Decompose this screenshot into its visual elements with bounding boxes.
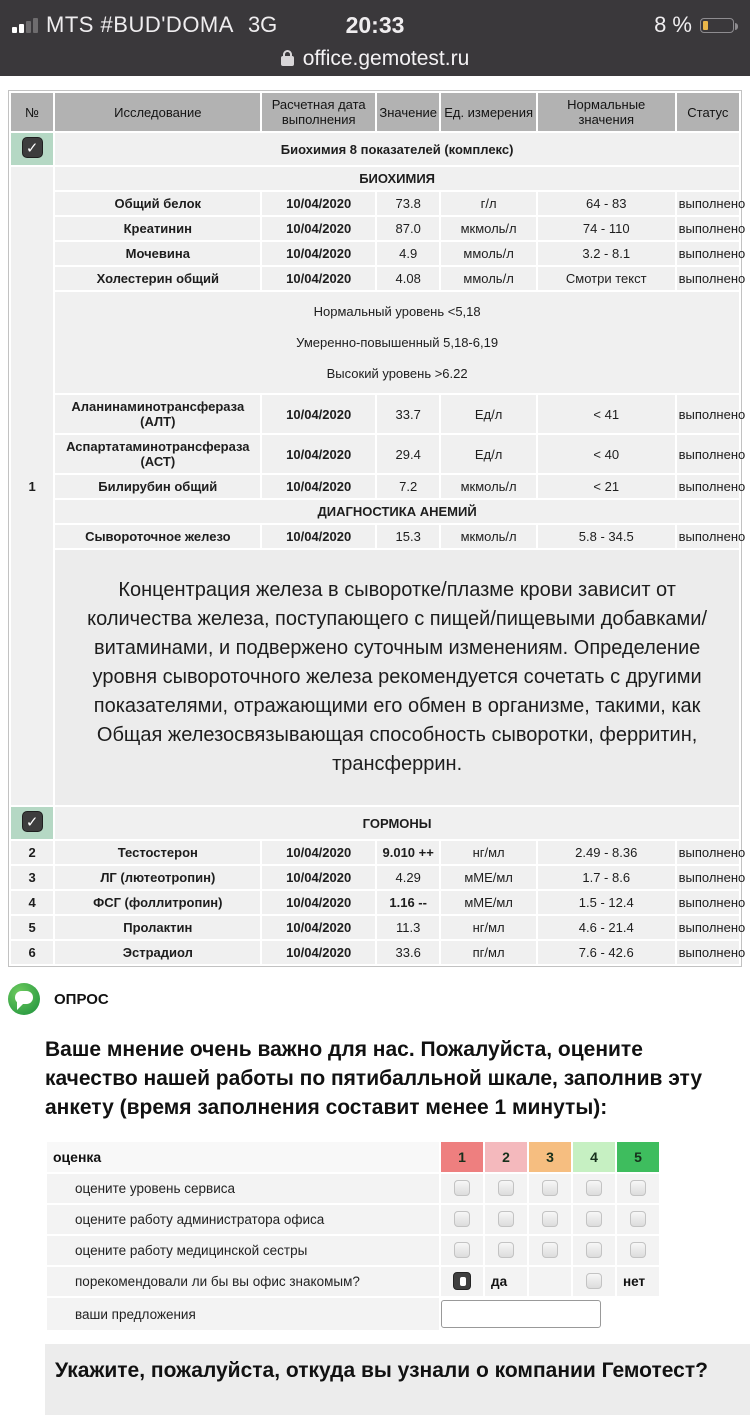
result-date: 10/04/2020 [262,217,375,240]
result-normal: 64 - 83 [538,192,675,215]
result-normal: 1.5 - 12.4 [538,891,675,914]
battery-icon [700,18,734,33]
result-date: 10/04/2020 [262,475,375,498]
result-unit: мМЕ/мл [441,866,536,889]
result-value: 4.08 [377,267,439,290]
rating-checkbox[interactable] [542,1180,558,1196]
result-unit: Ед/л [441,435,536,473]
rating-table [45,1140,661,1332]
recommend-yes-cell [441,1267,483,1296]
column-header: Исследование [55,93,260,131]
result-status: выполнено [677,217,739,240]
status-bar-top [0,0,750,44]
result-date: 10/04/2020 [262,841,375,864]
result-row [11,395,739,433]
section-row [11,500,739,523]
column-header: Нормальные значения [538,93,675,131]
result-normal: 3.2 - 8.1 [538,242,675,265]
result-normal: 4.6 - 21.4 [538,916,675,939]
section-title: ДИАГНОСТИКА АНЕМИЙ [55,500,739,523]
result-unit: ммоль/л [441,242,536,265]
section-row [11,167,739,190]
survey-intro: Ваше мнение очень важно для нас. Пожалуйста, оцените качество нашей работы по пятибалльной шкале, заполнив эту анкету (время заполнения составит менее 1 минуты): [45,1038,703,1119]
results-table-body [11,133,746,964]
rating-checkbox[interactable] [542,1211,558,1227]
result-normal: < 41 [538,395,675,433]
result-unit: ммоль/л [441,267,536,290]
result-name: Сывороточное железо [55,525,260,548]
note-text: Нормальный уровень <5,18 Умеренно-повышенный 5,18-6,19 Высокий уровень >6.22 [55,292,739,393]
lock-icon [281,56,294,66]
result-name: Мочевина [55,242,260,265]
result-status: выполнено [677,242,739,265]
result-row [11,192,739,215]
note-row [11,550,739,805]
rating-checkbox[interactable] [498,1211,514,1227]
result-status: выполнено [677,841,739,864]
result-status: выполнено [677,435,739,473]
group-title: ГОРМОНЫ [55,807,739,839]
result-value: 4.29 [377,866,439,889]
group-checked-checkbox[interactable] [22,811,43,832]
column-header: Значение [377,93,439,131]
result-name: ФСГ (фоллитропин) [55,891,260,914]
question-label: оцените работу медицинской сестры [47,1236,439,1265]
result-unit: нг/мл [441,841,536,864]
result-status: выполнено [677,267,739,290]
result-normal: 1.7 - 8.6 [538,866,675,889]
rating-checkbox[interactable] [630,1180,646,1196]
note-text: Концентрация железа в сыворотке/плазме крови зависит от количества железа, поступающего с пищей/пищевыми добавками/витаминами, и подвержено суточным изменениям. Определение уровня сывороточного железа рекомендуется сочетать с другими показателями, отражающими его обмен в организме, такими, как Общая железосвязывающая способность сыворотки, ферритин, трансферрин. [55,550,739,805]
result-date: 10/04/2020 [262,192,375,215]
rating-question-row [47,1174,659,1203]
rating-cell [573,1205,615,1234]
result-date: 10/04/2020 [262,395,375,433]
result-row [11,267,739,290]
question-label: оцените работу администратора офиса [47,1205,439,1234]
result-name: Эстрадиол [55,941,260,964]
result-name: Тестостерон [55,841,260,864]
section-title: БИОХИМИЯ [55,167,739,190]
row-number: 2 [11,841,53,864]
result-value: 15.3 [377,525,439,548]
result-row [11,217,739,240]
battery-percent: 8 % [654,12,692,37]
result-date: 10/04/2020 [262,525,375,548]
result-date: 10/04/2020 [262,435,375,473]
result-normal: 74 - 110 [538,217,675,240]
result-value: 4.9 [377,242,439,265]
result-status: выполнено [677,916,739,939]
suggestions-label: ваши предложения [47,1298,439,1330]
column-header: № [11,93,53,131]
result-name: Билирубин общий [55,475,260,498]
scale-value-2: 2 [485,1142,527,1172]
row-number: 4 [11,891,53,914]
rating-cell [485,1236,527,1265]
result-status: выполнено [677,891,739,914]
result-name: Креатинин [55,217,260,240]
question-label: оцените уровень сервиса [47,1174,439,1203]
result-unit: мМЕ/мл [441,891,536,914]
result-value: 29.4 [377,435,439,473]
result-unit: пг/мл [441,941,536,964]
recommend-no-cell [573,1267,615,1296]
result-date: 10/04/2020 [262,866,375,889]
suggestions-row [47,1298,659,1330]
rating-cell [485,1205,527,1234]
rating-cell [529,1205,571,1234]
result-status: выполнено [677,941,739,964]
result-unit: Ед/л [441,395,536,433]
suggestions-input[interactable] [441,1300,601,1328]
recommend-yes-checkbox[interactable] [453,1272,471,1290]
result-name: Общий белок [55,192,260,215]
recommend-no-checkbox[interactable] [586,1273,602,1289]
result-row [11,941,739,964]
column-header: Ед. измерения [441,93,536,131]
result-status: выполнено [677,866,739,889]
clock: 20:33 [345,12,405,38]
group-checkbox-cell [11,807,53,839]
result-status: выполнено [677,395,739,433]
rating-cell [617,1236,659,1265]
result-name: ЛГ (лютеотропин) [55,866,260,889]
group-checkbox-cell [11,133,53,165]
rating-scale-row [47,1142,659,1172]
suggestions-cell [441,1298,659,1330]
result-normal: 5.8 - 34.5 [538,525,675,548]
group-title: Биохимия 8 показателей (комплекс) [55,133,739,165]
result-value: 73.8 [377,192,439,215]
rating-questions [47,1142,659,1265]
result-row [11,841,739,864]
result-unit: нг/мл [441,916,536,939]
rating-checkbox[interactable] [498,1242,514,1258]
result-status: выполнено [677,525,739,548]
result-row [11,475,739,498]
result-date: 10/04/2020 [262,891,375,914]
cellular-signal-icon [12,18,38,33]
recommend-yes-text: да [485,1267,527,1296]
rating-checkbox[interactable] [542,1242,558,1258]
footer-question: Укажите, пожалуйста, откуда вы узнали о компании Гемотест? [45,1344,750,1415]
rating-cell [441,1205,483,1234]
recommend-label: порекомендовали ли бы вы офис знакомым? [47,1267,439,1296]
scale-value-4: 4 [573,1142,615,1172]
rating-question-row [47,1205,659,1234]
rating-checkbox[interactable] [586,1242,602,1258]
address-bar[interactable] [0,44,750,74]
result-value: 9.010 ++ [377,841,439,864]
result-unit: мкмоль/л [441,525,536,548]
result-name: Пролактин [55,916,260,939]
rating-checkbox[interactable] [454,1180,470,1196]
recommend-no-text: нет [617,1267,659,1296]
row-number: 1 [11,167,53,805]
result-normal: 2.49 - 8.36 [538,841,675,864]
survey-section [0,967,750,1415]
rating-cell [441,1236,483,1265]
result-value: 11.3 [377,916,439,939]
rating-cell [529,1236,571,1265]
note-row [11,292,739,393]
status-bar [0,0,750,76]
result-unit: мкмоль/л [441,475,536,498]
network-type-label: 3G [247,12,278,37]
group-checked-checkbox[interactable] [22,137,43,158]
results-section [0,76,750,967]
result-value: 1.16 -- [377,891,439,914]
result-value: 33.6 [377,941,439,964]
row-number: 3 [11,866,53,889]
result-row [11,242,739,265]
rating-checkbox[interactable] [586,1180,602,1196]
result-unit: мкмоль/л [441,217,536,240]
scale-value-3: 3 [529,1142,571,1172]
result-row [11,916,739,939]
carrier-label: MTS #BUD'DOMA [46,12,234,37]
rating-checkbox[interactable] [454,1211,470,1227]
scale-value-5: 5 [617,1142,659,1172]
rating-cell [573,1236,615,1265]
rating-scale-label: оценка [47,1142,439,1172]
results-table [8,90,746,967]
result-normal: Смотри текст [538,267,675,290]
rating-cell [485,1174,527,1203]
column-header: Расчетная дата выполнения [262,93,375,131]
result-unit: г/л [441,192,536,215]
result-date: 10/04/2020 [262,916,375,939]
rating-checkbox[interactable] [586,1211,602,1227]
scale-value-1: 1 [441,1142,483,1172]
group-row [11,807,739,839]
result-row [11,435,739,473]
result-date: 10/04/2020 [262,242,375,265]
result-name: Аспартатаминотрансфераза (АСТ) [55,435,260,473]
rating-question-row [47,1236,659,1265]
recommend-row [47,1267,659,1296]
rating-checkbox[interactable] [630,1242,646,1258]
result-status: выполнено [677,192,739,215]
recommend-empty-cell [529,1267,571,1296]
result-date: 10/04/2020 [262,941,375,964]
row-number: 6 [11,941,53,964]
result-row [11,525,739,548]
result-value: 87.0 [377,217,439,240]
rating-cell [573,1174,615,1203]
rating-checkbox[interactable] [498,1180,514,1196]
url-text: office.gemotest.ru [302,47,470,70]
result-value: 7.2 [377,475,439,498]
result-row [11,866,739,889]
group-row [11,133,739,165]
result-normal: < 21 [538,475,675,498]
rating-cell [441,1174,483,1203]
row-number: 5 [11,916,53,939]
survey-title: ОПРОС [54,990,109,1008]
rating-checkbox[interactable] [454,1242,470,1258]
result-value: 33.7 [377,395,439,433]
rating-cell [617,1205,659,1234]
rating-cell [617,1174,659,1203]
survey-chat-icon [8,983,40,1015]
result-normal: < 40 [538,435,675,473]
result-row [11,891,739,914]
result-date: 10/04/2020 [262,267,375,290]
rating-cell [529,1174,571,1203]
rating-checkbox[interactable] [630,1211,646,1227]
column-header: Статус [677,93,739,131]
result-name: Холестерин общий [55,267,260,290]
result-name: Аланинаминотрансфераза (АЛТ) [55,395,260,433]
results-header-row [11,93,739,131]
result-normal: 7.6 - 42.6 [538,941,675,964]
result-status: выполнено [677,475,739,498]
